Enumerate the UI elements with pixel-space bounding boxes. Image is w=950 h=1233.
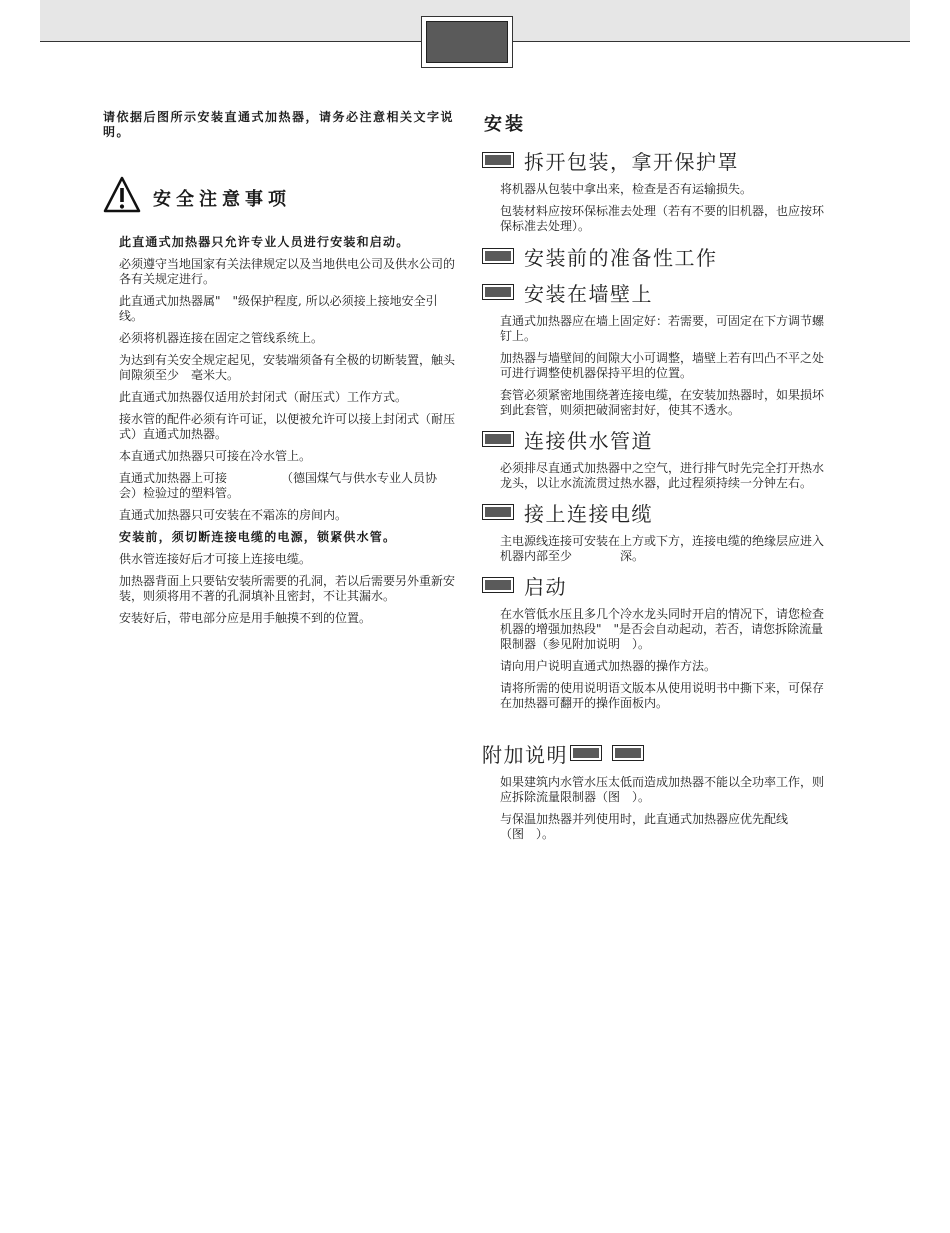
paragraph: 在水管低水压且多几个冷水龙头同时开启的情况下，请您检查机器的增强加热段" "是否会自动起动，若否，请您拆除流量限制器（参见附加说明 ）。 [500,607,825,651]
section-marker-icon [482,577,514,593]
warning-icon [103,176,141,214]
section-marker-icon [570,745,602,761]
safety-item: 必须将机器连接在固定之管线系统上。 [119,331,324,345]
paragraph: 主电源线连接可安装在上方或下方，连接电缆的绝缘层应进入机器内部至少 深。 [500,534,825,563]
safety-item: 安装好后，带电部分应是用手触摸不到的位置。 [119,611,372,625]
safety-item: 加热器背面上只要钻安装所需要的孔洞，若以后需要另外重新安装，则须将用不著的孔洞填补且密封，不让其漏水。 [119,574,456,603]
section-marker-icon [482,431,514,447]
paragraph: 套管必须紧密地围绕著连接电缆，在安装加热器时，如果损坏到此套管，则须把破洞密封好，使其不透水。 [500,388,825,417]
safety-item: 为达到有关安全规定起见，安装端须备有全极的切断装置，触头间隙须至少 毫米大。 [119,353,456,382]
section-title: 启动 [524,574,567,599]
section-body [482,461,834,491]
safety-item: 直通式加热器上可接 （德国煤气与供水专业人员协会）检验过的塑料管。 [119,471,438,500]
safety-item: 必须遵守当地国家有关法律规定以及当地供电公司及供水公司的各有关规定进行。 [119,257,456,286]
safety-item: 接水管的配件必须有许可证，以便被允许可以接上封闭式（耐压式）直通式加热器。 [119,412,456,441]
section-title: 安装在墙壁上 [524,281,653,306]
paragraph: 与保温加热器并列使用时，此直通式加热器应优先配线（图 ）。 [500,812,789,841]
safety-item: 此直通式加热器只允许专业人员进行安装和启动。 [119,235,410,249]
right-column [482,110,834,849]
section-marker-icon [482,284,514,300]
extra-notes-body [482,775,834,842]
extra-notes-heading [482,739,834,767]
paragraph: 请将所需的使用说明语文版本从使用说明书中撕下来，可保存在加热器可翻开的操作面板内。 [500,681,825,710]
paragraph: 如果建筑内水管水压太低而造成加热器不能以全功率工作，则应拆除流量限制器（图 ）。 [500,775,825,804]
section-heading [482,242,834,270]
section-heading [482,571,834,599]
paragraph: 直通式加热器应在墙上固定好：若需要，可固定在下方调节螺钉上。 [500,314,825,343]
safety-item: 安装前，须切断连接电缆的电源，锁紧供水管。 [119,530,397,544]
safety-title: 安全注意事项 [153,189,291,210]
safety-heading [103,175,455,215]
safety-item: 本直通式加热器只可接在冷水管上。 [119,449,312,463]
paragraph: 加热器与墙壁间的间隙大小可调整，墙壁上若有凹凸不平之处可进行调整使机器保持平坦的位置。 [500,351,825,380]
section-marker-icon [482,152,514,168]
intro-text: 请依据后图所示安装直通式加热器，请务必注意相关文字说明。 [103,110,455,139]
section-body [482,182,834,234]
safety-list [103,235,455,626]
section-heading [482,498,834,526]
paragraph: 将机器从包装中拿出来，检查是否有运输损失。 [500,182,753,196]
section-body [482,314,834,418]
language-tab[interactable] [421,16,513,68]
section-title: 安装前的准备性工作 [524,245,718,270]
safety-item: 此直通式加热器仅适用於封闭式（耐压式）工作方式。 [119,390,408,404]
section-title: 接上连接电缆 [524,501,653,526]
section-marker-icon [482,504,514,520]
section-title: 拆开包装，拿开保护罩 [524,149,739,174]
section-title: 连接供水管道 [524,428,653,453]
extra-notes-title: 附加说明 [482,742,568,767]
paragraph: 请向用户说明直通式加热器的操作方法。 [500,659,717,673]
section-marker-icon [612,745,644,761]
section-heading [482,425,834,453]
language-tab-fill [426,21,508,63]
safety-item: 供水管连接好后才可接上连接电缆。 [119,552,312,566]
paragraph: 必须排尽直通式加热器中之空气，进行排气时先完全打开热水龙头，以让水流流贯过热水器，此过程须持续一分钟左右。 [500,461,825,490]
section-marker-icon [482,248,514,264]
install-title: 安装 [484,114,526,135]
safety-item: 直通式加热器只可安装在不霜冻的房间内。 [119,508,348,522]
left-column [103,110,455,633]
section-heading [482,146,834,174]
section-body [482,534,834,564]
safety-item: 此直通式加热器属" "级保护程度, 所以必须接上接地安全引线。 [119,294,438,323]
paragraph: 包装材料应按环保标准去处理（若有不要的旧机器，也应按环保标准去处理）。 [500,204,825,233]
section-heading [482,278,834,306]
section-body [482,607,834,711]
